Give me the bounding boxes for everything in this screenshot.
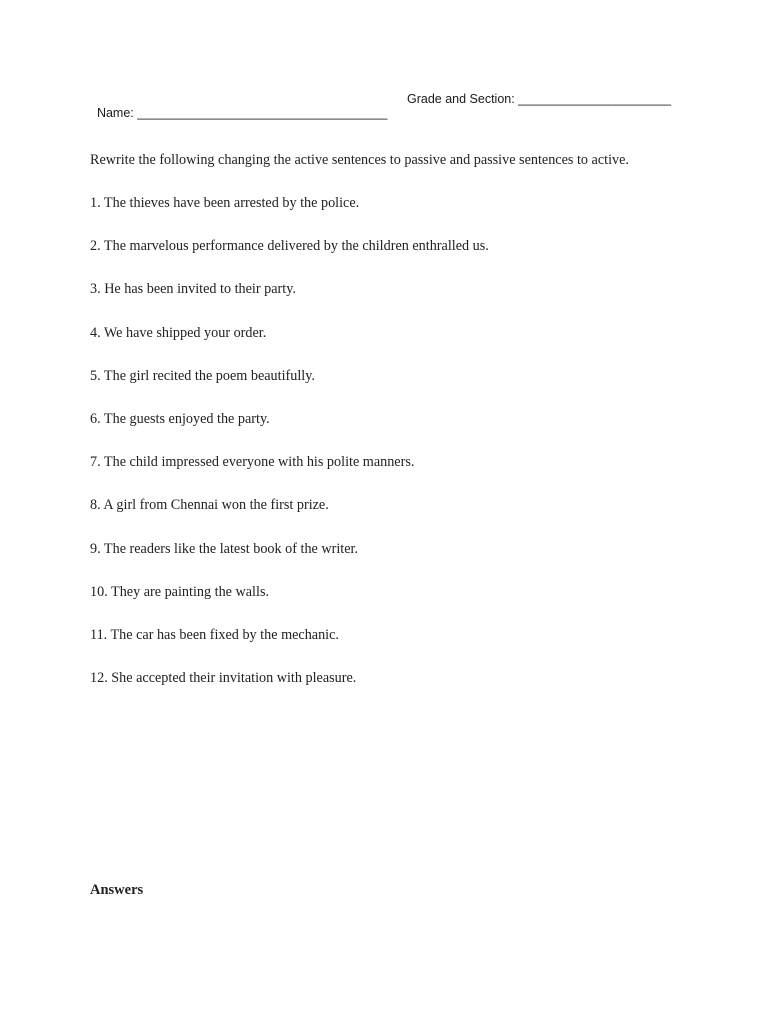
exercise-item: 10. They are painting the walls. xyxy=(90,583,270,600)
exercise-item: 3. He has been invited to their party. xyxy=(90,281,296,298)
exercise-item: 1. The thieves have been arrested by the police. xyxy=(90,195,360,211)
exercise-item: 11. The car has been fixed by the mechanic. xyxy=(90,626,339,643)
exercise-item: 2. The marvelous performance delivered by the children enthralled us. xyxy=(90,238,489,255)
exercise-item: 5. The girl recited the poem beautifully. xyxy=(90,367,315,384)
grade-section-field-label: Grade and Section: ______________________ xyxy=(407,92,672,106)
exercise-item: 8. A girl from Chennai won the first prize. xyxy=(90,497,329,514)
answers-heading: Answers xyxy=(90,882,144,898)
exercise-item: 6. The guests enjoyed the party. xyxy=(90,410,270,427)
exercise-item: 7. The child impressed everyone with his polite manners. xyxy=(90,454,415,471)
instructions-text: Rewrite the following changing the active sentences to passive and passive sentences to active. xyxy=(90,152,629,168)
exercise-item: 4. We have shipped your order. xyxy=(90,324,267,341)
exercise-list xyxy=(90,194,489,712)
name-field-label: Name: ____________________________________ xyxy=(96,106,388,120)
header-fields xyxy=(90,92,672,134)
exercise-item: 9. The readers like the latest book of the writer. xyxy=(90,540,359,557)
exercise-item: 12. She accepted their invitation with pleasure. xyxy=(90,670,357,687)
